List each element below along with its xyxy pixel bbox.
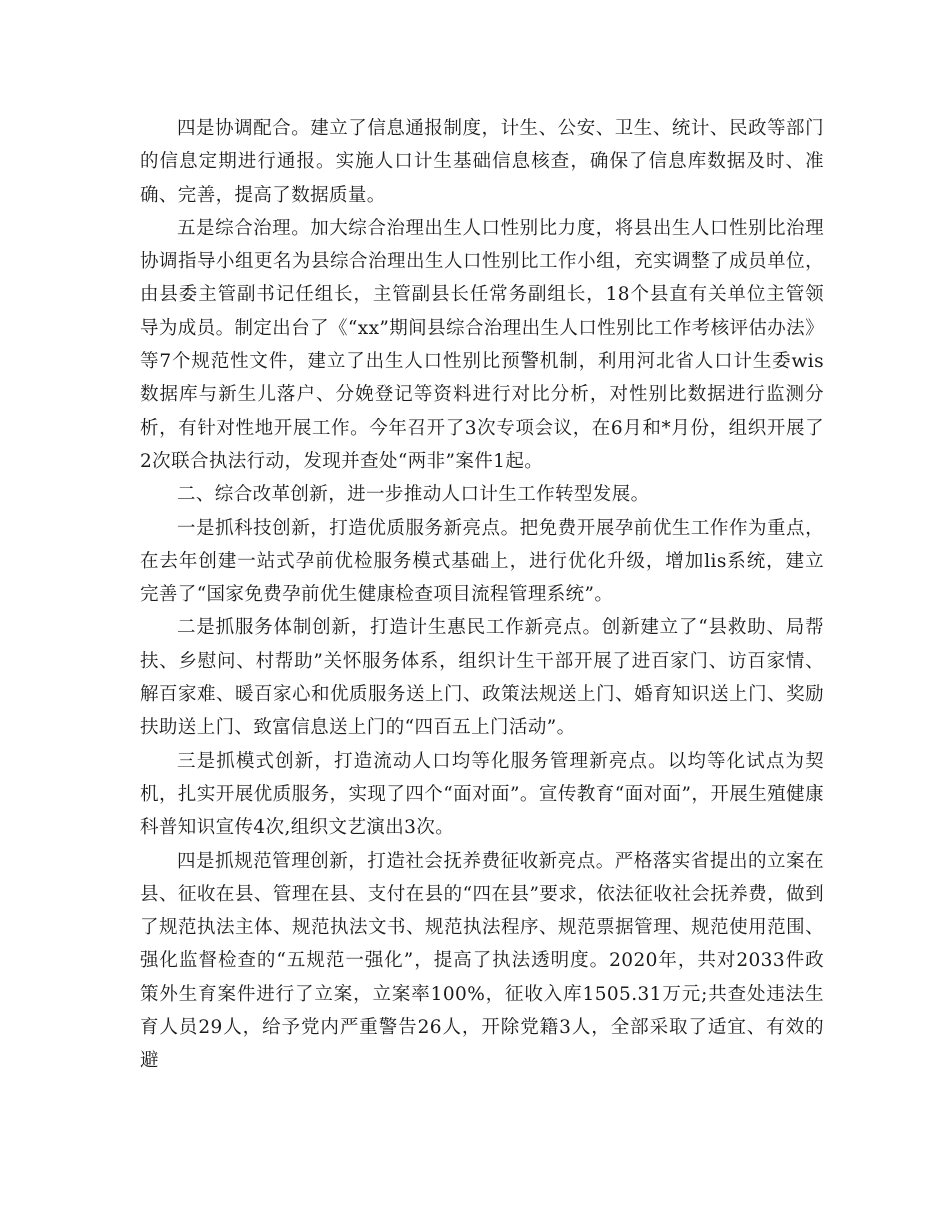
paragraph-model-innovation: 三是抓模式创新，打造流动人口均等化服务管理新亮点。以均等化试点为契机，扎实开展优质服务，实现了四个“面对面”。宣传教育“面对面”，开展生殖健康科普知识宣传4次,组织文艺演出3次。 <box>140 750 824 839</box>
paragraph-service-system-innovation: 二是抓服务体制创新，打造计生惠民工作新亮点。创新建立了“县救助、局帮扶、乡慰问、村帮助”关怀服务体系，组织计生干部开展了进百家门、访百家情、解百家难、暖百家心和优质服务送上门、政策法规送上门、婚育知识送上门、奖励扶助送上门、致富信息送上门的“四百五上门活动”。 <box>140 617 824 739</box>
paragraph-coordination: 四是协调配合。建立了信息通报制度，计生、公安、卫生、统计、民政等部门的信息定期进行通报。实施人口计生基础信息核查，确保了信息库数据及时、准确、完善，提高了数据质量。 <box>140 118 824 206</box>
paragraph-management-innovation: 四是抓规范管理创新，打造社会抚养费征收新亮点。严格落实省提出的立案在县、征收在县、管理在县、支付在县的“四在县”要求，依法征收社会抚养费，做到了规范执法主体、规范执法文书、规范执法程序、规范票据管理、规范使用范围、强化监督检查的“五规范一强化”，提高了执法透明度。2020年，共对2033件政策外生育案件进行了立案，立案率100%，征收入库1505.31万元;共查处违法生育人员29人，给予党内严重警告26人，开除党籍3人，全部采取了适宜、有效的避 <box>140 850 824 1072</box>
paragraph-comprehensive-governance: 五是综合治理。加大综合治理出生人口性别比力度，将县出生人口性别比治理协调指导小组更名为县综合治理出生人口性别比工作小组，充实调整了成员单位，由县委主管副书记任组长，主管副县长任常务副组长，18个县直有关单位主管领导为成员。制定出台了《“xx”期间县综合治理出生人口性别比工作考核评估办法》等7个规范性文件，建立了出生人口性别比预警机制，利用河北省人口计生委wis数据库与新生儿落户、分娩登记等资料进行对比分析，对性别比数据进行监测分析，有针对性地开展工作。今年召开了3次专项会议，在6月和*月份，组织开展了2次联合执法行动，发现并查处“两非”案件1起。 <box>140 217 824 472</box>
document-body <box>140 112 824 1078</box>
paragraph-technology-innovation: 一是抓科技创新，打造优质服务新亮点。把免费开展孕前优生工作作为重点，在去年创建一站式孕前优检服务模式基础上，进行优化升级，增加lis系统，建立完善了“国家免费孕前优生健康检查项目流程管理系统”。 <box>140 517 824 606</box>
section-heading-reform-innovation: 二、综合改革创新，进一步推动人口计生工作转型发展。 <box>177 484 650 506</box>
